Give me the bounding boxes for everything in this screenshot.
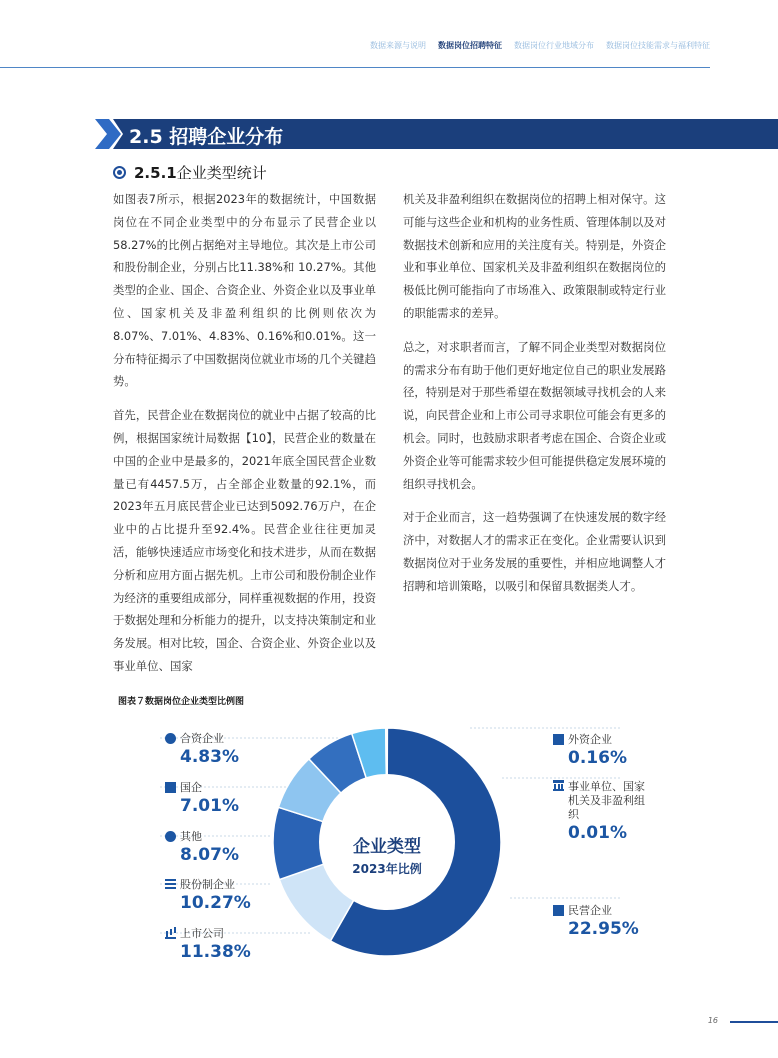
- slice-label: 国企: [180, 781, 202, 794]
- right-column: [403, 188, 666, 609]
- page-number-rule: [730, 1021, 778, 1023]
- stack-icon: [165, 879, 176, 890]
- nav-item-industry-region[interactable]: 数据岗位行业地域分布: [514, 41, 594, 50]
- page-number: 16: [707, 1016, 718, 1025]
- slice-value: 4.83%: [180, 747, 239, 767]
- paragraph: 对于企业而言，这一趋势强调了在快速发展的数字经济中，对数据人才的需求正在变化。企业需要认识到数据岗位对于业务发展的重要性，并相应地调整人才招聘和培训策略，以吸引和保留具数据类人才。: [403, 510, 666, 593]
- paragraph: 总之，对求职者而言，了解不同企业类型对数据岗位的需求分布有助于他们更好地定位自己的职业发展路径，特别是对于那些希望在数据领域寻找机会的人来说，向民营企业和上市公司寻求职位可能会有更多的机会。同时，也鼓励求职者考虑在国企、合资企业或外资企业等可能需求较少但可能提供稳定发展环境的组织寻找机会。: [403, 339, 666, 491]
- figure-caption: 图表７数据岗位企业类型比例图: [118, 697, 245, 707]
- bank-icon: [553, 780, 564, 791]
- slice-value: 22.95%: [568, 919, 639, 939]
- label-other: [165, 828, 239, 865]
- nav-item-recruitment-features[interactable]: 数据岗位招聘特征: [438, 41, 502, 50]
- left-column: [113, 188, 376, 689]
- bar-chart-icon: [165, 928, 176, 939]
- slice-value: 8.07%: [180, 845, 239, 865]
- building-icon: [553, 905, 564, 916]
- slice-label: 民营企业: [568, 904, 612, 917]
- paragraph: 机关及非盈利组织在数据岗位的招聘上相对保守。这可能与这些企业和机构的业务性质、管理体制以及对数据技术创新和应用的关注度有关。特别是，外资企业和事业单位、国家机关及非盈利组织在数据岗位的极低比例可能指向了市场准入、政策限制或特定行业的职能需求的差异。: [403, 192, 666, 320]
- slice-value: 10.27%: [180, 893, 251, 913]
- slice-label: 外资企业: [568, 733, 612, 746]
- target-icon: [113, 166, 126, 179]
- section-title: 2.5 招聘企业分布: [129, 126, 284, 148]
- subsection-number: 2.5.1: [134, 164, 177, 182]
- header-divider: [0, 67, 710, 68]
- label-foreign: [553, 731, 627, 768]
- slice-value: 11.38%: [180, 942, 251, 962]
- label-private: [553, 902, 639, 939]
- nav-item-data-source[interactable]: 数据来源与说明: [370, 41, 426, 50]
- label-public-institution: [553, 780, 653, 843]
- slice-value: 7.01%: [180, 796, 239, 816]
- subsection-heading: [113, 162, 267, 183]
- center-subtitle: 2023年比例: [352, 862, 422, 876]
- slice-label: 合资企业: [180, 732, 224, 745]
- label-state-owned: [165, 779, 239, 816]
- slice-label: 其他: [180, 830, 202, 843]
- dots-icon: [165, 831, 176, 842]
- paragraph: 如图表7所示，根据2023年的数据统计，中国数据岗位在不同企业类型中的分布显示了民营企业以58.27%的比例占据绝对主导地位。其次是上市公司和股份制企业，分别占比11.38%和 10.27%。其他类型的企业、国企、合资企业、外资企业以及事业单位、国家机关及非盈利组织的比例则依次为8.07%、7.01%、4.83%、0.16%和0.01%。这一分布特征揭示了中国数据岗位就业市场的几个关键趋势。: [113, 192, 376, 389]
- slice-label: 上市公司: [180, 927, 224, 940]
- enterprise-type-chart: [0, 700, 778, 1000]
- donut-center-label: [307, 832, 467, 877]
- paragraph: 首先，民营企业在数据岗位的就业中占据了较高的比例，根据国家统计局数据【10】，民营企业的数量在中国的企业中是最多的，2021年底全国民营企业数量已有4457.5万，占全部企业数量的92.1%，而2023年五月底民营企业已达到5092.76万户，在企业中的占比提升至92.4%。民营企业往往更加灵活，能够快速适应市场变化和技术进步，从而在数据分析和应用方面占据先机。上市公司和股份制企业作为经济的重要组成部分，同样重视数据的作用，投资于数据处理和分析能力的提升，以支持决策制定和业务发展。相对比较，国企、合资企业、外资企业以及事业单位、国家: [113, 408, 376, 673]
- slice-value: 0.16%: [568, 748, 627, 768]
- center-title: 企业类型: [353, 837, 421, 857]
- label-joint-venture: [165, 730, 239, 767]
- label-joint-stock: [165, 876, 251, 913]
- slice-label: 事业单位、国家机关及非盈利组织: [568, 780, 645, 821]
- building-icon: [165, 782, 176, 793]
- section-banner: [95, 119, 778, 149]
- office-icon: [553, 734, 564, 745]
- nav-item-skills-benefits[interactable]: 数据岗位技能需求与福利特征: [606, 41, 710, 50]
- top-navigation: [370, 40, 710, 51]
- subsection-title: [134, 162, 267, 183]
- coin-icon: [165, 733, 176, 744]
- subsection-label: 企业类型统计: [176, 164, 267, 182]
- slice-label: 股份制企业: [180, 878, 235, 891]
- slice-value: 0.01%: [568, 823, 627, 843]
- label-listed-company: [165, 925, 251, 962]
